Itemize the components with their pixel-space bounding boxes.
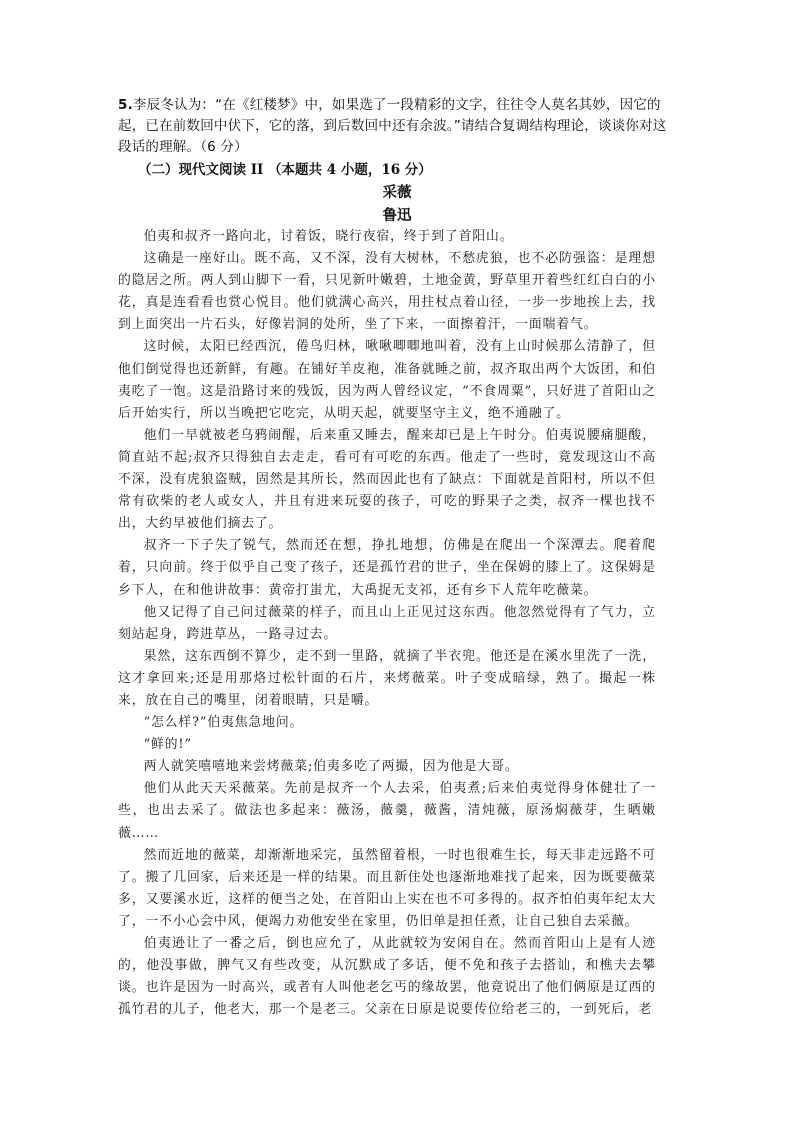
paragraph: 伯夷和叔齐一路向北，讨着饭，晓行夜宿，终于到了首阳山。	[143, 229, 514, 244]
section-heading: （二）现代文阅读 II （本题共 4 小题，16 分）	[138, 162, 432, 178]
question-text: 李辰冬认为：“在《红楼梦》中，如果选了一段精彩的文字，往往令人莫名其妙，因它的起，已在前数回中伏下，它的落，到后数回中还有余波。”请结合复调结构理论，谈谈你对这段话的理解。（6 分）	[118, 97, 667, 155]
question-5	[118, 95, 678, 158]
paragraph: “鲜的!”	[143, 737, 192, 753]
paragraph: 这时候，太阳已经西沉，倦鸟归林，啾啾唧唧地叫着，没有上山时候那么清静了，但他们倒觉得也还新鲜，有趣。在铺好羊皮袍，准备就睡之前，叔齐取出两个大饭团，和伯夷吃了一饱。这是沿路讨来的残饭，因为两人曾经议定，“不食周粟”，只好进了首阳山之后开始实行，所以当晚把它吃完，从明天起，就要坚守主义，绝不通融了。	[118, 339, 656, 421]
story-author: 鲁迅	[382, 207, 412, 224]
paragraph: 他又记得了自己问过薇菜的样子，而且山上正见过这东西。他忽然觉得有了气力，立刻站起身，跨进草丛，一路寻过去。	[118, 604, 656, 642]
paragraph: 两人就笑嘻嘻地来尝烤薇菜;伯夷多吃了两撮，因为他是大哥。	[143, 759, 519, 775]
paragraph: “怎么样?”伯夷焦急地问。	[143, 715, 304, 731]
question-number: 5.	[118, 97, 133, 113]
paragraph: 这确是一座好山。既不高，又不深，没有大树林，不愁虎狼，也不必防强盗：是理想的隐居之所。两人到山脚下一看，只见新叶嫩碧，土地金黄，野草里开着些红红白白的小花，真是连看看也赏心悦目。他们就满心高兴，用拄杖点着山径，一步一步地挨上去，找到上面突出一片石头，好像岩洞的处所，坐了下来，一面擦着汗，一面喘着气。	[118, 251, 656, 333]
paragraph: 他们一早就被老乌鸦闹醒，后来重又睡去，醒来却已是上午时分。伯夷说腰痛腿酸，简直站不起;叔齐只得独自去走走，看可有可吃的东西。他走了一些时，竟发现这山不高不深，没有虎狼盗贼，固然是其所长，然而因此也有了缺点：下面就是首阳村，所以不但常有砍柴的老人或女人，并且有进来玩耍的孩子，可吃的野果子之类，叔齐一棵也找不出，大约早被他们摘去了。	[118, 427, 656, 532]
paragraph: 叔齐一下子失了锐气，然而还在想，挣扎地想，仿佛是在爬出一个深潭去。爬着爬着，只向前。终于似乎自己变了孩子，还是孤竹君的世子，坐在保姆的膝上了。这保姆是乡下人，在和他讲故事：黄帝打蚩尤，大禹捉无支祁，还有乡下人荒年吃薇菜。	[118, 538, 656, 598]
paragraph: 他们从此天天采薇菜。先前是叔齐一个人去采，伯夷煮;后来伯夷觉得身体健壮了一些，也出去采了。做法也多起来：薇汤，薇羹，薇酱，清炖薇，原汤焖薇芽，生晒嫩薇……	[118, 781, 656, 841]
paragraph: 伯夷逊让了一番之后，倒也应允了，从此就较为安闲自在。然而首阳山上是有人迹的，他没事做，脾气又有些改变，从沉默成了多话，便不免和孩子去搭讪，和樵夫去攀谈。也许是因为一时高兴，或者有人叫他老乞丐的缘故罢，他竟说出了他们俩原是辽西的孤竹君的儿子，他老大，那一个是老三。父亲在日原是说要传位给老三的，一到死后，老	[118, 936, 656, 1018]
paragraph: 然而近地的薇菜，却渐渐地采完，虽然留着根，一时也很难生长，每天非走远路不可了。搬了几回家，后来还是一样的结果。而且新住处也逐渐地难找了起来，因为既要薇菜多，又要溪水近，这样的便当之处，在首阳山上实在也不可多得的。叔齐怕伯夷年纪太大了，一不小心会中风，便竭力劝他安坐在家里，仍旧单是担任煮，让自己独自去采薇。	[118, 847, 656, 929]
story-body	[118, 226, 656, 1021]
paragraph: 果然，这东西倒不算少，走不到一里路，就摘了半衣兜。他还是在溪水里洗了一洗，这才拿回来;还是用那烙过松针面的石片，来烤薇菜。叶子变成暗绿，熟了。撮起一株来，放在自己的嘴里，闭着眼睛，只是嚼。	[118, 648, 656, 708]
story-title: 采薇	[382, 184, 412, 201]
